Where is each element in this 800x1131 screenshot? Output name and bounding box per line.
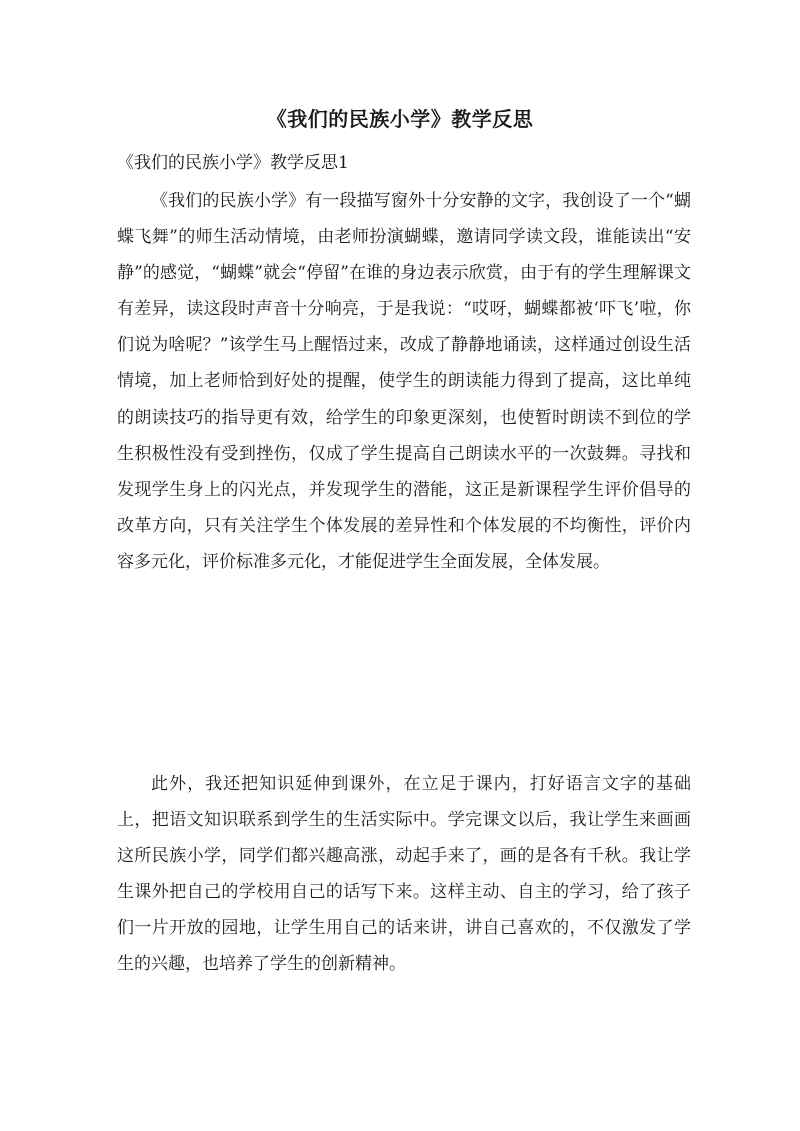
section-heading: 《我们的民族小学》教学反思1 — [117, 153, 349, 173]
document-title: 《我们的民族小学》教学反思 — [266, 107, 534, 131]
body-paragraph-1: 《我们的民族小学》有一段描写窗外十分安静的文字，我创设了一个“蝴蝶飞舞”的师生活动情境，由老师扮演蝴蝶，邀请同学读文段，谁能读出“安静”的感觉，“蝴蝶”就会“停留”在谁的身边表示欣赏，由于有的学生理解课文有差异，读这段时声音十分响亮，于是我说：“哎呀，蝴蝶都被‘吓飞’啦，你们说为啥呢？”该学生马上醒悟过来，改成了静静地诵读，这样通过创设生活情境，加上老师恰到好处的提醒，使学生的朗读能力得到了提高，这比单纯的朗读技巧的指导更有效，给学生的印象更深刻，也使暂时朗读不到位的学生积极性没有受到挫伤，仅成了学生提高自己朗读水平的一次鼓舞。寻找和发现学生身上的闪光点，并发现学生的潜能，这正是新课程学生评价倡导的改革方向，只有关注学生个体发展的差异性和个体发展的不均衡性，评价内容多元化，评价标准多元化，才能促进学生全面发展，全体发展。 — [117, 191, 691, 572]
body-paragraph-2: 此外，我还把知识延伸到课外，在立足于课内，打好语言文字的基础上，把语文知识联系到学生的生活实际中。学完课文以后，我让学生来画画这所民族小学，同学们都兴趣高涨，动起手来了，画的是各有千秋。我让学生课外把自己的学校用自己的话写下来。这样主动、自主的学习，给了孩子们一片开放的园地，让学生用自己的话来讲，讲自己喜欢的，不仅激发了学生的兴趣，也培养了学生的创新精神。 — [117, 774, 691, 975]
